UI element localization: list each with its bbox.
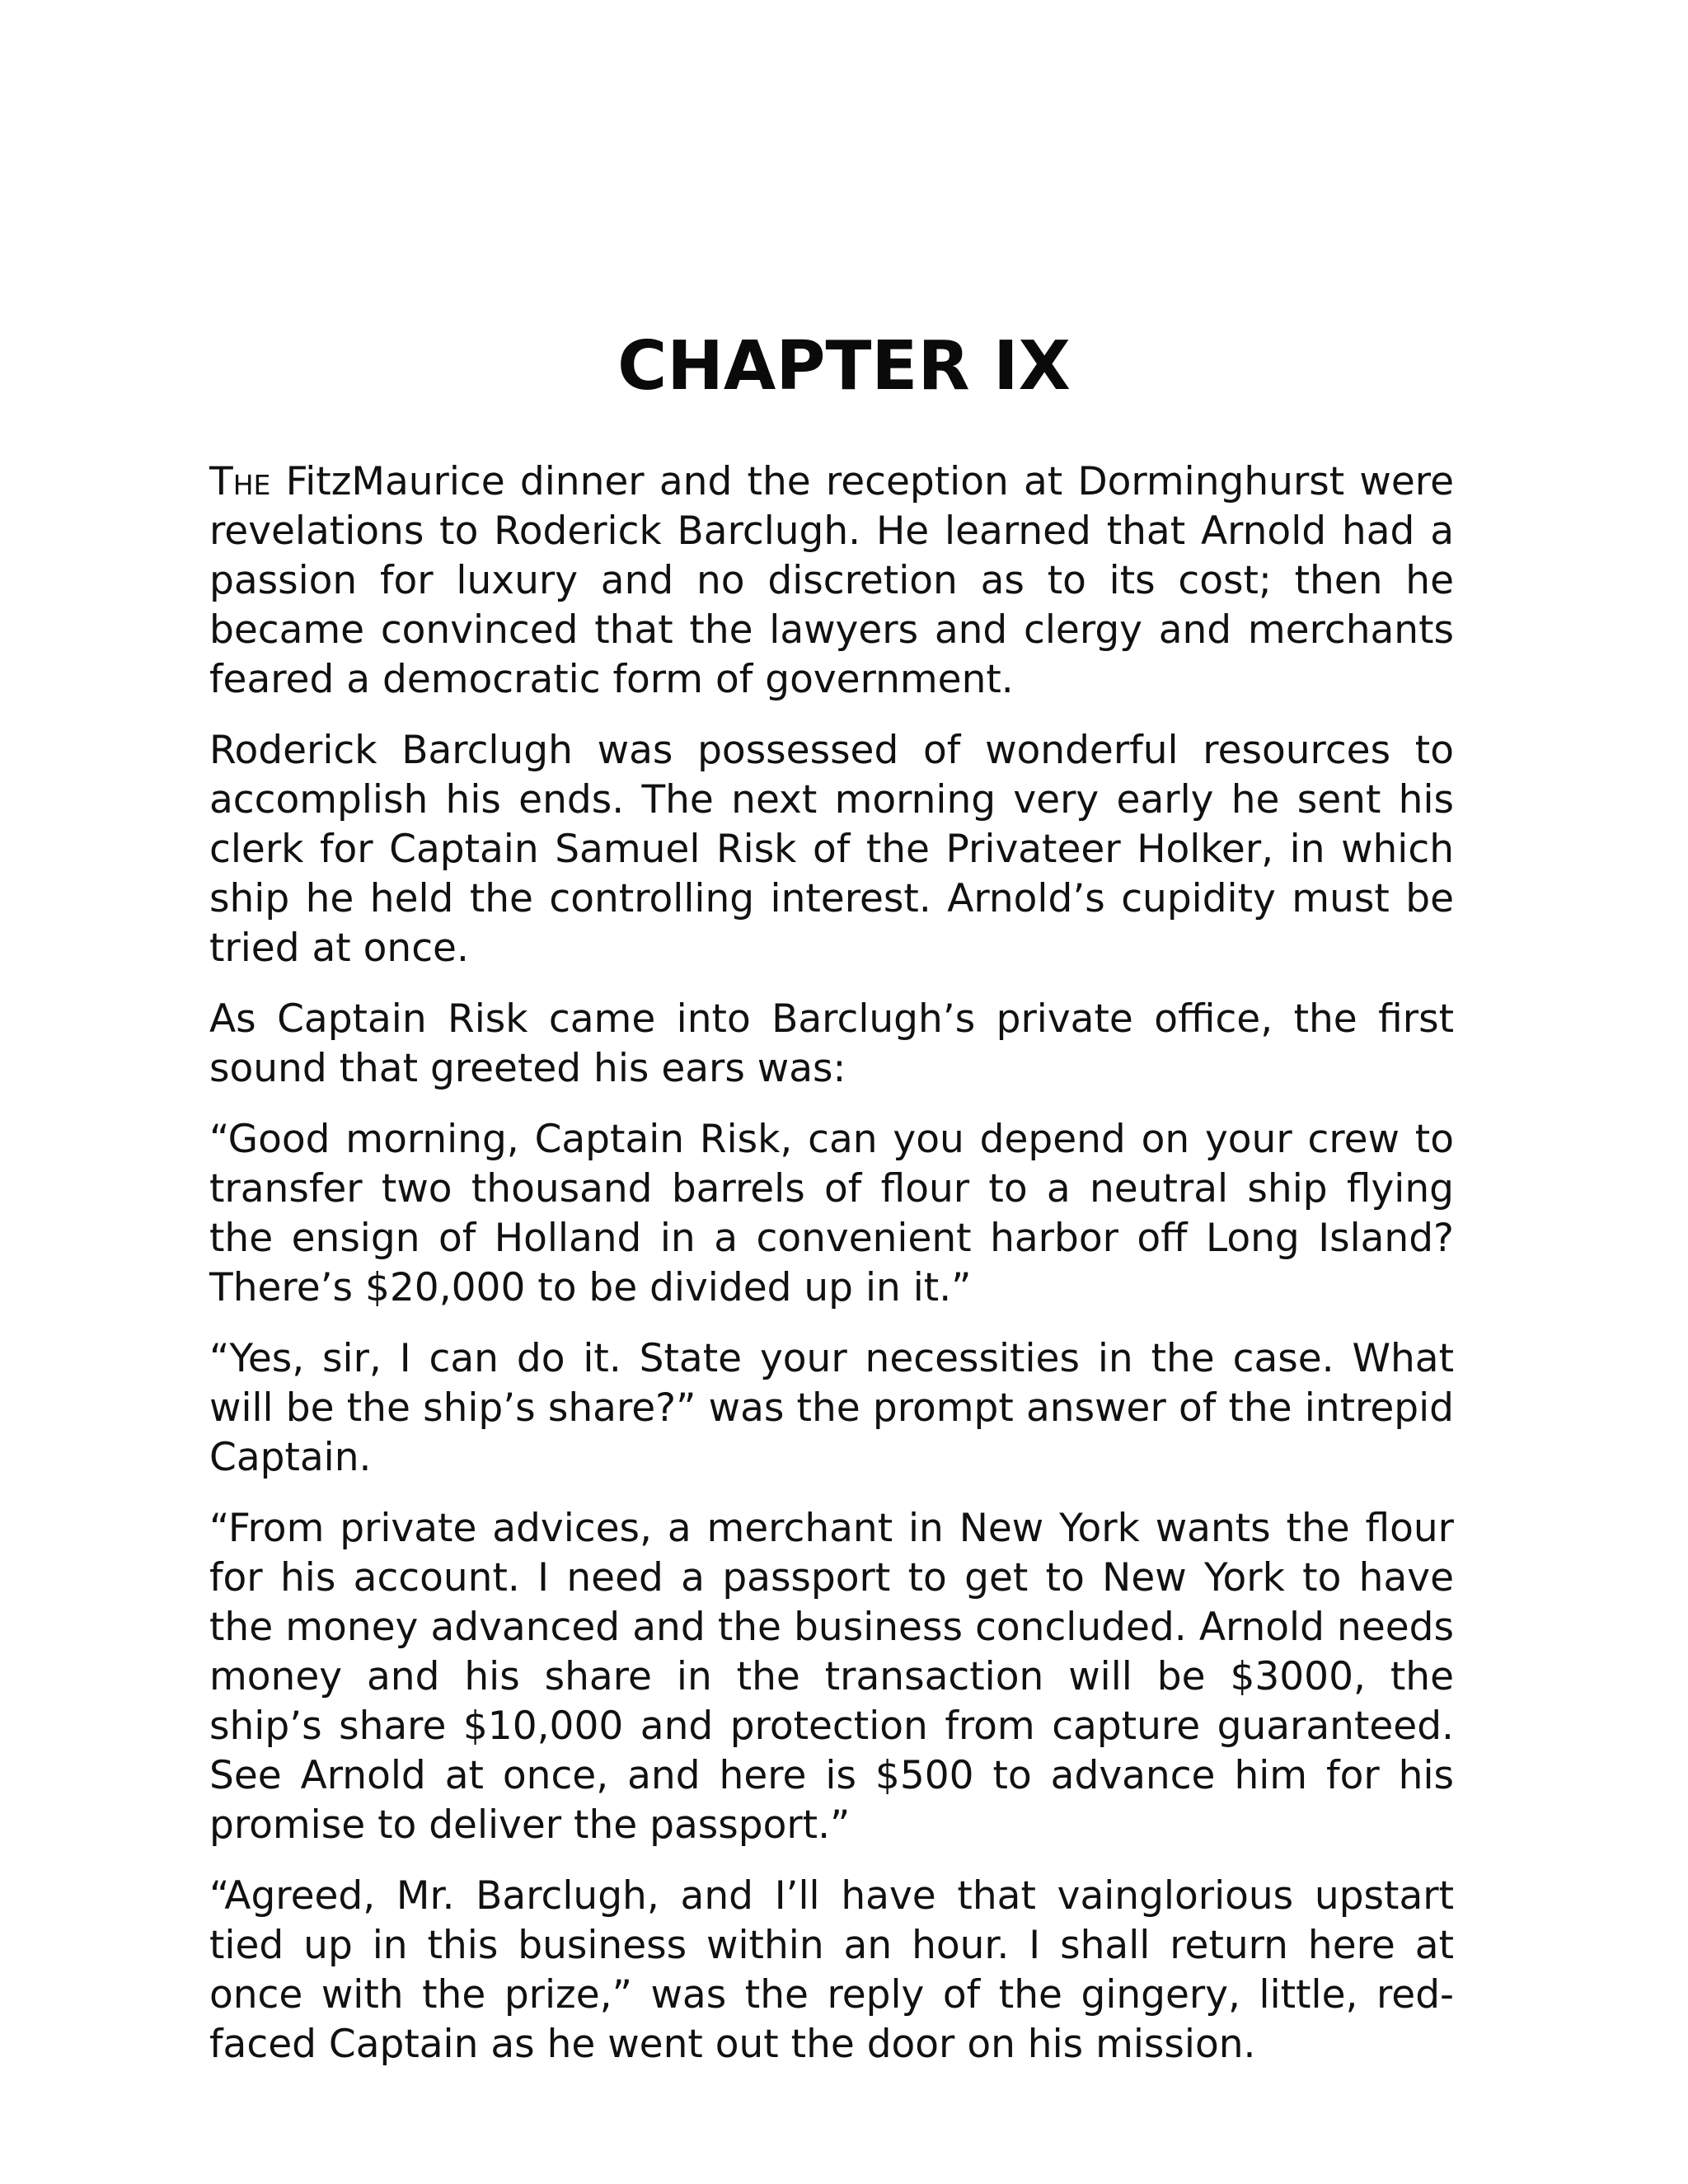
paragraph-text: FitzMaurice dinner and the reception at Dorminghurst were revelations to Roderick Barclugh. He learned that Arnold had a passion for luxury and no discretion as to its cost; then he became convinced that the lawyers and clergy and merchants feared a democratic form of government. — [209, 459, 1454, 702]
paragraph-6: “From private advices, a merchant in New York wants the flour for his account. I need a passport to get to New York to have the money advanced and the business concluded. Arnold needs money and his share in the transaction will be $3000, the ship’s share $10,000 and protection from capture guaranteed. See Arnold at once, and here is $500 to advance him for his promise to deliver the passport.” — [209, 1506, 1454, 1848]
paragraph-4: “Good morning, Captain Risk, can you depend on your crew to transfer two thousand barrels of flour to a neutral ship flying the ensign of Holland in a convenient harbor off Long Island? There’s $20,000 to be divided up in it.” — [209, 1117, 1454, 1310]
paragraph-2: Roderick Barclugh was possessed of wonderful resources to accomplish his ends. The next morning very early he sent his clerk for Captain Samuel Risk of the Privateer Holker, in which ship he held the controlling interest. Arnold’s cupidity must be tried at once. — [209, 728, 1454, 971]
paragraph-3: As Captain Risk came into Barclugh’s private office, the first sound that greeted his ears was: — [209, 996, 1454, 1091]
paragraph-lead-smallcaps: The — [209, 459, 271, 504]
paragraph-7: “Agreed, Mr. Barclugh, and I’ll have that vainglorious upstart tied up in this business within an hour. I shall return here at once with the prize,” was the reply of the gingery, little, red-faced Captain as he went out the door on his mission. — [209, 1873, 1454, 2067]
chapter-body — [209, 457, 1454, 2091]
chapter-title: CHAPTER IX — [617, 327, 1071, 405]
paragraph-5: “Yes, sir, I can do it. State your necessities in the case. What will be the ship’s share?” was the prompt answer of the intrepid Captain. — [209, 1336, 1454, 1480]
paragraph-1 — [209, 457, 1454, 705]
